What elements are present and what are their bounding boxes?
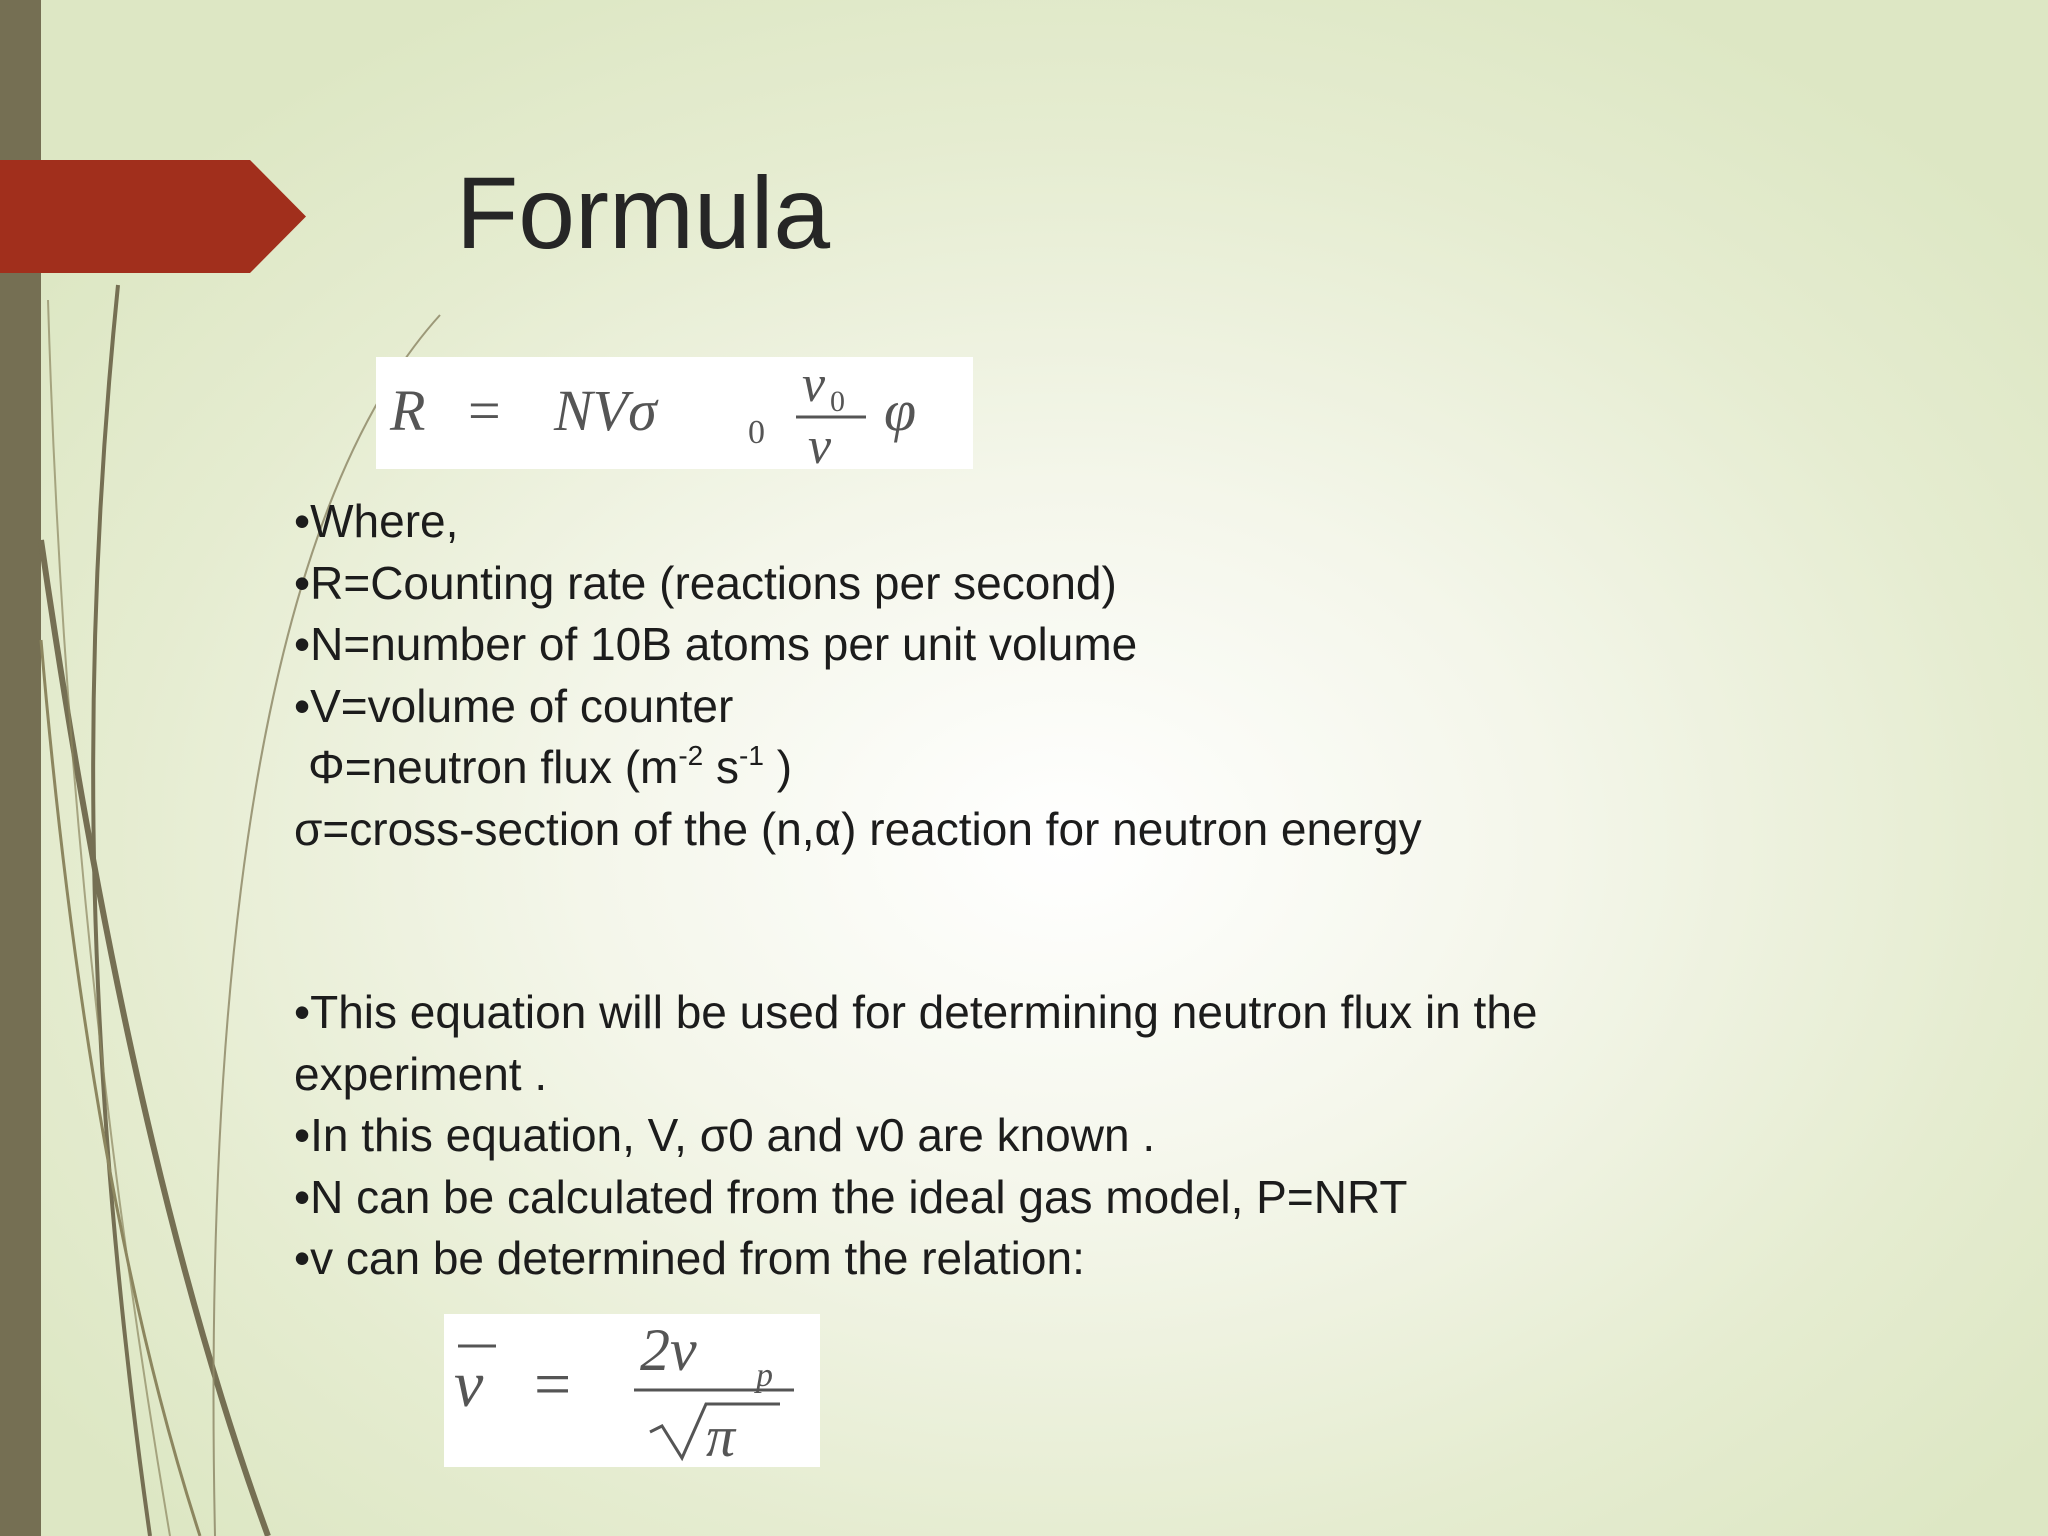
formula-flux: φ [884,378,917,443]
notes-list [294,982,1537,1290]
formula-numerator: v [802,357,826,413]
title-arrow-shape [0,160,306,273]
definition-where: •Where, [294,495,459,547]
note-line-5: •v can be determined from the relation: [294,1232,1085,1284]
formula-denominator: v [808,418,832,469]
note-line-3: •In this equation, V, σ0 and v0 are known . [294,1109,1156,1161]
velocity-numerator-subscript: p [756,1357,773,1394]
definition-phi-exponent-1: -2 [678,740,704,771]
formula-numerator-subscript: 0 [830,385,845,418]
formula-equals: = [468,378,501,443]
definition-phi-suffix: ) [763,741,793,793]
definition-phi-exponent-2: -1 [739,740,764,771]
slide-title: Formula [456,156,831,270]
definition-v: •V=volume of counter [294,679,734,732]
velocity-denominator: π [706,1404,736,1467]
velocity-lhs: v [454,1348,484,1421]
formula-terms: NVσ [554,378,657,443]
definition-phi [294,737,1422,799]
neutron-rate-formula [376,357,973,469]
definition-phi-prefix: Φ=neutron flux (m [308,741,679,793]
note-line-2: experiment . [294,1047,548,1100]
velocity-formula [444,1314,820,1467]
note-line-4: •N can be calculated from the ideal gas model, P=NRT [294,1170,1408,1223]
velocity-numerator: 2v [640,1317,697,1383]
formula-sigma-subscript: 0 [748,414,765,451]
definitions-list [294,491,1422,860]
definition-phi-mid: s [703,741,740,793]
definition-r: •R=Counting rate (reactions per second) [294,556,1117,609]
definition-n: •N=number of 10B atoms per unit volume [294,618,1138,670]
formula-lhs: R [390,378,426,443]
note-line-1: •This equation will be used for determining neutron flux in the [294,986,1538,1038]
definition-sigma: σ=cross-section of the (n,α) reaction for neutron energy [294,802,1422,855]
velocity-equals: = [534,1348,572,1421]
